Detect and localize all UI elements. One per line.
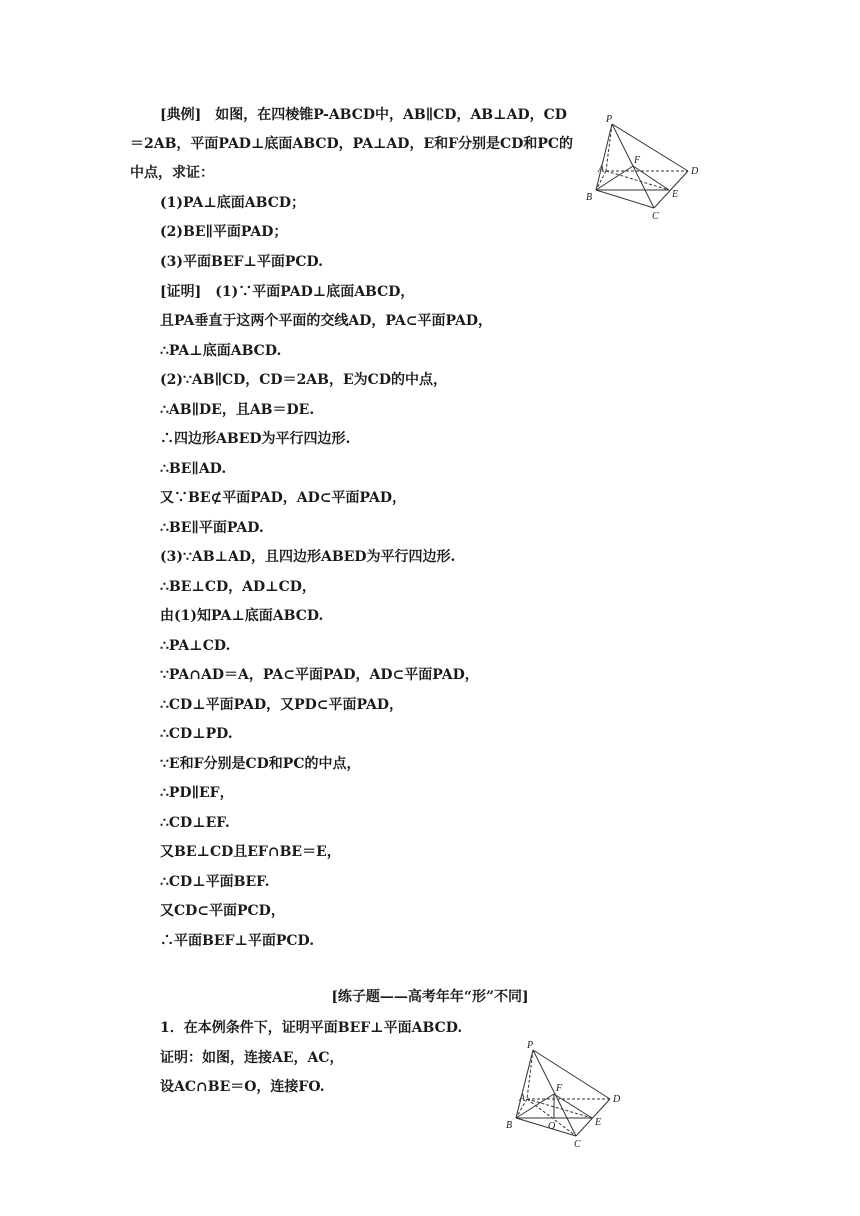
label-B: B [506, 1120, 513, 1131]
proof-line: ∴BE∥平面PAD. [160, 520, 264, 536]
edge-FE [633, 166, 669, 190]
practice-title: [练子题——高考年年“形”不同] [331, 989, 529, 1005]
practice-line: 证明：如图，连接AE，AC， [160, 1050, 344, 1066]
proof-line: [证明] (1)∵平面PAD⊥底面ABCD， [160, 284, 415, 300]
label-D: D [691, 166, 699, 177]
proof-line: ∴PA⊥底面ABCD. [160, 343, 282, 359]
proof-line: ∴AB∥DE，且AB＝DE. [160, 402, 315, 418]
label-C: C [574, 1139, 581, 1150]
edge-AE [527, 1099, 592, 1118]
proof-line: ∴平面BEF⊥平面PCD. [160, 933, 315, 949]
edge-PB [596, 124, 612, 190]
proof-line: 且PA垂直于这两个平面的交线AD，PA⊂平面PAD， [160, 313, 492, 329]
label-P: P [527, 1040, 534, 1051]
edge-AE [606, 171, 669, 190]
label-E: E [595, 1117, 602, 1128]
label-B: B [586, 192, 593, 203]
proof-line: ∴BE⊥CD，AD⊥CD， [160, 579, 316, 595]
label-E: E [672, 189, 679, 200]
proof-line: 由(1)知PA⊥底面ABCD. [160, 608, 324, 624]
edge-PD [533, 1050, 610, 1099]
pyramid-figure-1 [582, 112, 712, 222]
edge-FE [554, 1094, 592, 1118]
proof-line: (3)∵AB⊥AD，且四边形ABED为平行四边形. [160, 549, 456, 565]
proof-line: ∴四边形ABED为平行四边形. [160, 431, 351, 447]
edge-BC [516, 1118, 576, 1136]
label-A: A [519, 1093, 526, 1104]
example-intro: [典例] 如图，在四棱锥P-ABCD中，AB∥CD，AB⊥AD，CD＝2AB，平面PAD⊥底面ABCD，PA⊥AD，E和F分别是CD和PC的中点，求证： [130, 107, 574, 181]
proof-line: ∵PA∩AD＝A，PA⊂平面PAD，AD⊂平面PAD， [160, 667, 479, 683]
label-P: P [606, 114, 613, 125]
example-item-3: (3)平面BEF⊥平面PCD. [160, 254, 324, 270]
proof-line: ∴PD∥EF， [160, 785, 234, 801]
label-O: O [548, 1121, 556, 1132]
label-F: F [556, 1083, 563, 1094]
example-item-1: (1)PA⊥底面ABCD； [160, 195, 306, 211]
proof-line: ∴PA⊥CD. [160, 638, 231, 654]
proof-line: ∴CD⊥PD. [160, 726, 233, 742]
label-C: C [652, 211, 659, 222]
proof-line: (2)∵AB∥CD，CD＝2AB，E为CD的中点， [160, 372, 447, 388]
proof-line: 又∵BE⊄平面PAD，AD⊂平面PAD， [160, 490, 406, 506]
example-problem [130, 101, 574, 188]
edge-PA [606, 124, 612, 171]
edge-PA [527, 1050, 533, 1099]
proof-line: 又BE⊥CD且EF∩BE＝E， [160, 844, 341, 860]
proof-line: ∵E和F分别是CD和PC的中点， [160, 756, 361, 772]
proof-line: 又CD⊂平面PCD， [160, 903, 285, 919]
pyramid-figure-2 [500, 1038, 630, 1150]
proof-line: ∴BE∥AD. [160, 461, 227, 477]
example-item-2: (2)BE∥平面PAD； [160, 224, 288, 240]
proof-line: ∴CD⊥EF. [160, 815, 230, 831]
edge-BC [596, 190, 654, 208]
proof-line: ∴CD⊥平面BEF. [160, 874, 270, 890]
label-F: F [634, 155, 641, 166]
label-A: A [598, 164, 605, 175]
practice-line: 设AC∩BE＝O，连接FO. [160, 1079, 325, 1095]
practice-line: 1．在本例条件下，证明平面BEF⊥平面ABCD. [160, 1020, 463, 1036]
edge-PB [516, 1050, 533, 1118]
label-D: D [613, 1094, 621, 1105]
proof-line: ∴CD⊥平面PAD，又PD⊂平面PAD， [160, 697, 404, 713]
